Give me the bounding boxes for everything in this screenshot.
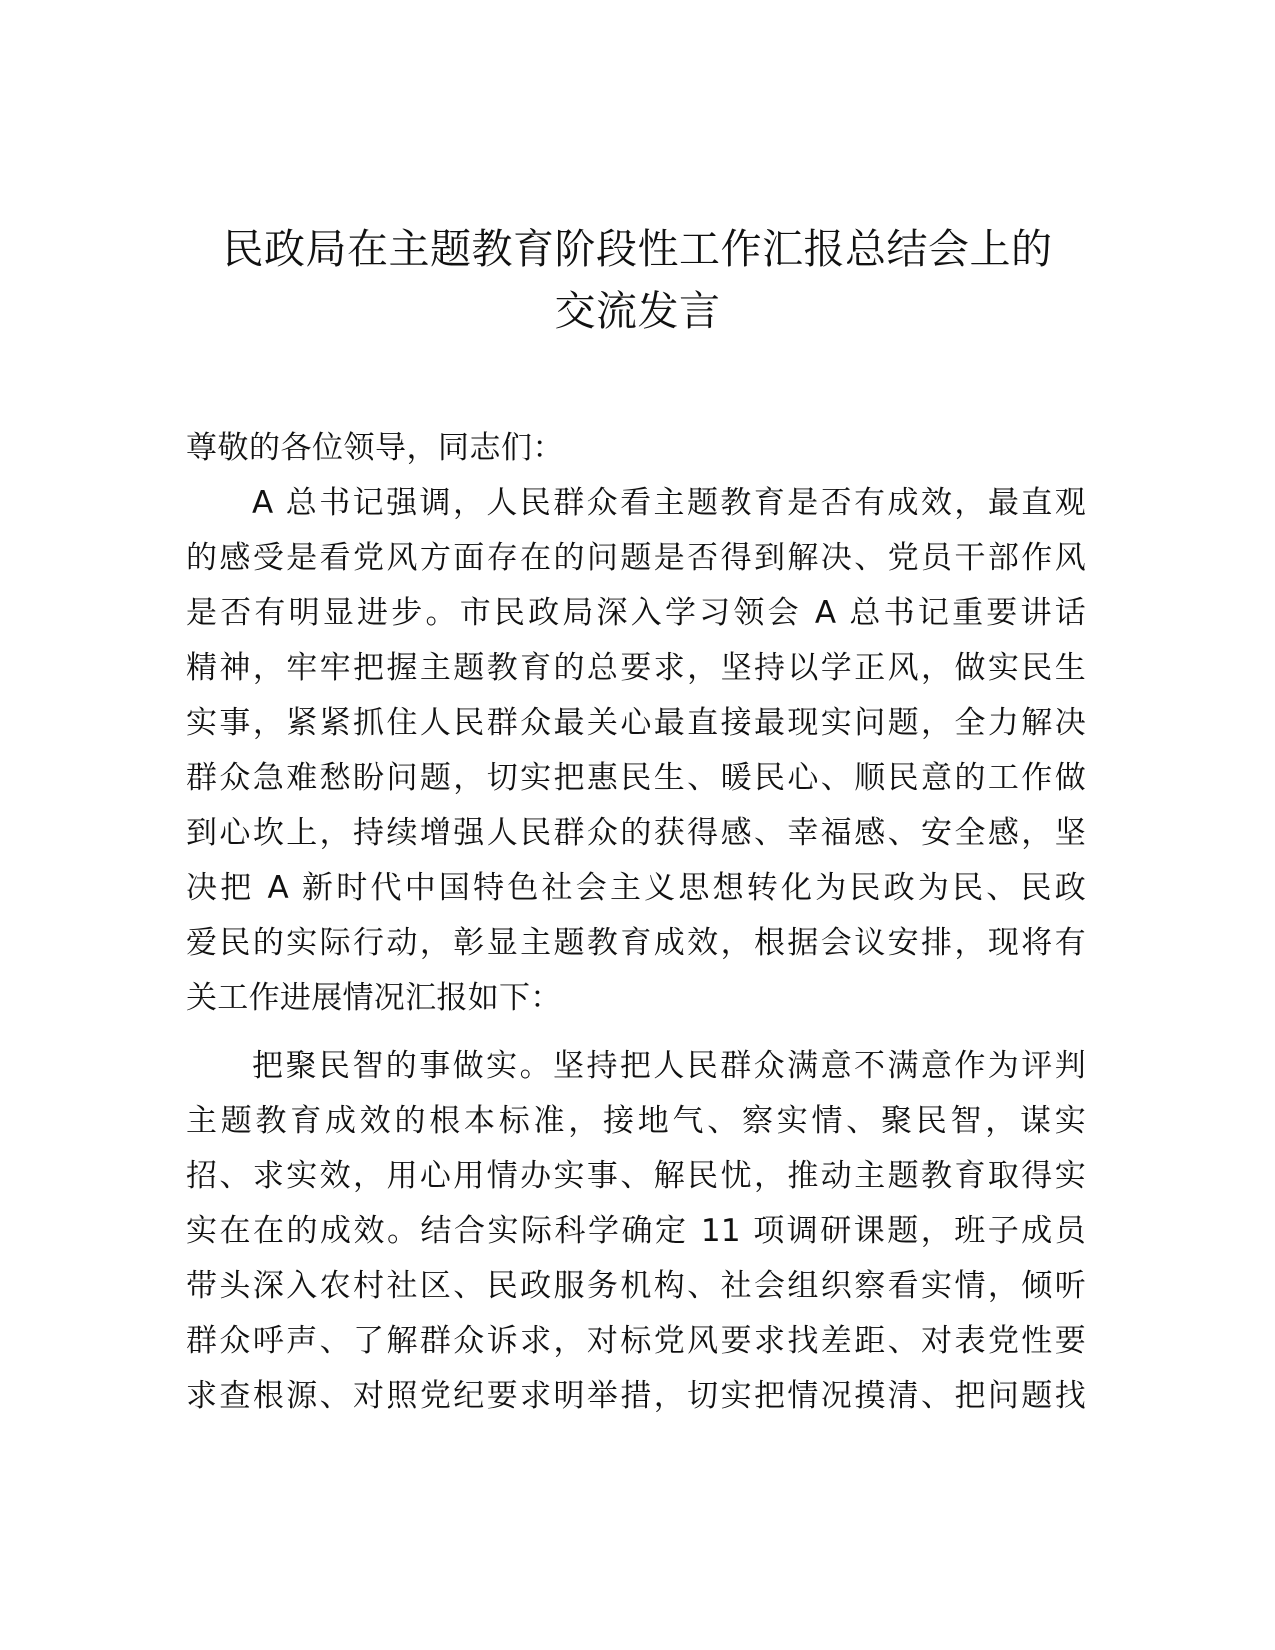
paragraph-2-line: 招、求实效，用心用情办实事、解民忧，推动主题教育取得实: [186, 1158, 1086, 1194]
paragraph-2-line: 求查根源、对照党纪要求明举措，切实把情况摸清、把问题找: [186, 1378, 1086, 1414]
paragraph-2-line: 主题教育成效的根本标准，接地气、察实情、聚民智，谋实: [186, 1103, 1086, 1139]
paragraph-1-line: 群众急难愁盼问题，切实把惠民生、暖民心、顺民意的工作做: [186, 760, 1086, 796]
paragraph-2-line: 群众呼声、了解群众诉求，对标党风要求找差距、对表党性要: [186, 1323, 1086, 1359]
title-line-2: 交流发言: [554, 287, 721, 335]
paragraph-1-line: 关工作进展情况汇报如下：: [186, 980, 562, 1016]
paragraph-1-line: 到心坎上，持续增强人民群众的获得感、幸福感、安全感，坚: [186, 815, 1086, 851]
paragraph-1-line: 精神，牢牢把握主题教育的总要求，坚持以学正风，做实民生: [186, 650, 1086, 686]
paragraph-1-line: 的感受是看党风方面存在的问题是否得到解决、党员干部作风: [186, 540, 1086, 576]
paragraph-1-line: 爱民的实际行动，彰显主题教育成效，根据会议安排，现将有: [186, 925, 1086, 961]
paragraph-2-line: 把聚民智的事做实。坚持把人民群众满意不满意作为评判: [252, 1048, 1086, 1084]
title-line-1: 民政局在主题教育阶段性工作汇报总结会上的: [222, 225, 1053, 273]
paragraph-2-line: 实在在的成效。结合实际科学确定 11 项调研课题，班子成员: [186, 1213, 1086, 1249]
document-title: [160, 218, 1115, 342]
paragraph-1-line: A 总书记强调，人民群众看主题教育是否有成效，最直观: [252, 485, 1086, 521]
paragraph-1-line: 实事，紧紧抓住人民群众最关心最直接最现实问题，全力解决: [186, 705, 1086, 741]
salutation: 尊敬的各位领导，同志们：: [186, 430, 564, 466]
paragraph-1-line: 是否有明显进步。市民政局深入学习领会 A 总书记重要讲话: [186, 595, 1086, 631]
paragraph-1-line: 决把 A 新时代中国特色社会主义思想转化为民政为民、民政: [186, 870, 1086, 906]
paragraph-2-line: 带头深入农村社区、民政服务机构、社会组织察看实情，倾听: [186, 1268, 1086, 1304]
